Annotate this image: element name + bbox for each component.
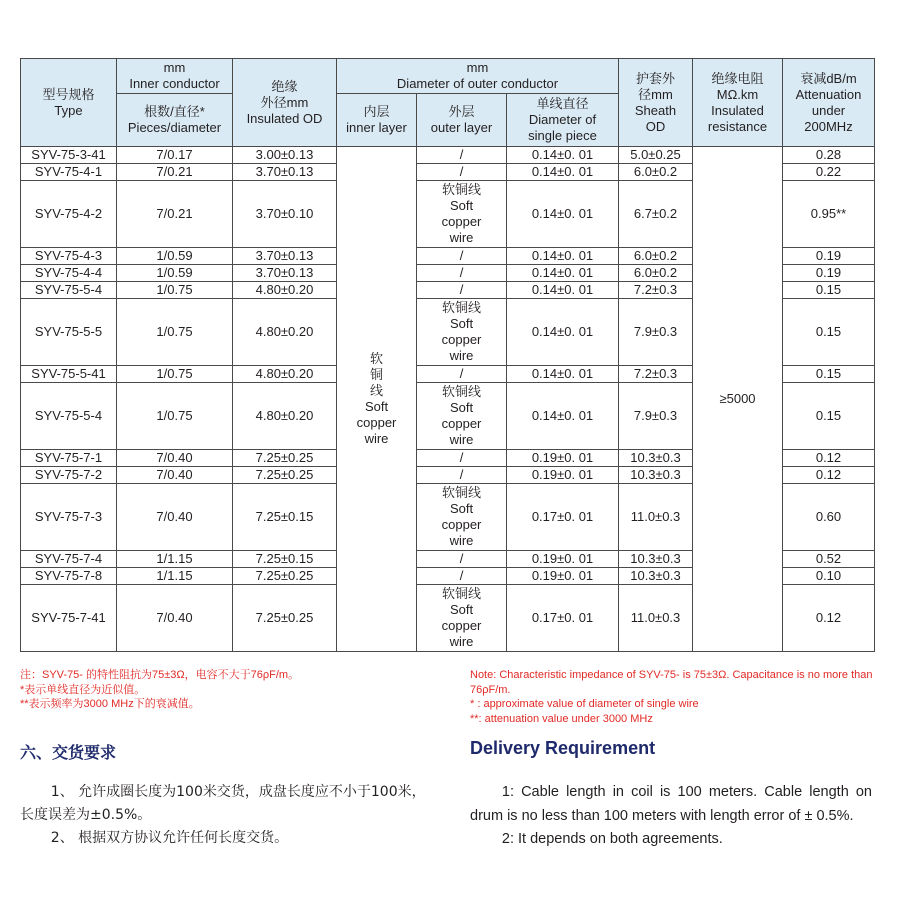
cell-inner-layer-merged: 软 铜 线 Soft copper wire [337,147,417,652]
cell-insulated-od: 7.25±0.15 [233,484,337,551]
cell-attenuation: 0.28 [783,147,875,164]
cell-attenuation: 0.12 [783,450,875,467]
col-header-attenuation: 衰减dB/m Attenuation under 200MHz [783,59,875,147]
cell-sheath-od: 5.0±0.25 [619,147,693,164]
cell-single-piece: 0.19±0. 01 [507,467,619,484]
cell-type: SYV-75-7-41 [21,585,117,652]
cell-type: SYV-75-4-4 [21,265,117,282]
cell-type: SYV-75-5-4 [21,383,117,450]
cell-insulated-od: 7.25±0.25 [233,450,337,467]
col-header-insulated-od: 绝缘 外径mm Insulated OD [233,59,337,147]
cell-single-piece: 0.14±0. 01 [507,282,619,299]
cell-type: SYV-75-4-3 [21,248,117,265]
note-line: **表示频率为3000 MHz下的衰减值。 [20,698,200,710]
cell-inner-conductor: 1/0.59 [117,265,233,282]
cell-type: SYV-75-7-3 [21,484,117,551]
cell-single-piece: 0.14±0. 01 [507,299,619,366]
cell-attenuation: 0.19 [783,265,875,282]
note-line: 注：SYV-75- 的特性阻抗为75±3Ω，电容不大于76ρF/m。 [20,669,300,681]
delivery-item: 1、 允许成圈长度为100米交货，成盘长度应不小于100米，长度误差为±0.5%。 [20,784,426,823]
cell-inner-conductor: 1/0.75 [117,299,233,366]
cell-attenuation: 0.15 [783,299,875,366]
delivery-body-english [470,781,872,852]
cell-insulated-od: 3.70±0.13 [233,265,337,282]
cell-inner-conductor: 1/0.75 [117,366,233,383]
cell-attenuation: 0.10 [783,568,875,585]
cell-single-piece: 0.17±0. 01 [507,585,619,652]
cell-type: SYV-75-5-4 [21,282,117,299]
col-header-outer-conductor: mm Diameter of outer conductor [337,59,619,94]
cell-sheath-od: 6.7±0.2 [619,181,693,248]
delivery-body-chinese [20,781,430,850]
cell-insulated-od: 3.70±0.10 [233,181,337,248]
cell-type: SYV-75-5-5 [21,299,117,366]
col-header-pieces-diameter: 根数/直径* Pieces/diameter [117,94,233,147]
cell-attenuation: 0.15 [783,383,875,450]
cell-insulated-od: 7.25±0.25 [233,467,337,484]
cell-sheath-od: 10.3±0.3 [619,568,693,585]
cell-single-piece: 0.14±0. 01 [507,366,619,383]
cell-attenuation: 0.22 [783,164,875,181]
cell-attenuation: 0.60 [783,484,875,551]
cell-single-piece: 0.14±0. 01 [507,383,619,450]
cell-inner-conductor: 1/0.75 [117,282,233,299]
cell-sheath-od: 7.9±0.3 [619,299,693,366]
cell-attenuation: 0.15 [783,282,875,299]
cable-spec-table [20,58,875,652]
cell-sheath-od: 7.2±0.3 [619,282,693,299]
cell-insulated-od: 4.80±0.20 [233,282,337,299]
cell-inner-conductor: 1/0.75 [117,383,233,450]
cell-outer-layer: 软铜线 Soft copper wire [417,585,507,652]
cell-insulated-od: 4.80±0.20 [233,299,337,366]
delivery-item: 2、 根据双方协议允许任何长度交货。 [50,830,289,846]
cell-sheath-od: 11.0±0.3 [619,484,693,551]
cell-type: SYV-75-7-4 [21,551,117,568]
cell-inner-conductor: 7/0.17 [117,147,233,164]
col-header-type: 型号规格 Type [21,59,117,147]
note-line: * : approximate value of diameter of single wire [470,698,699,710]
cell-outer-layer: / [417,366,507,383]
cell-inner-conductor: 7/0.40 [117,585,233,652]
cell-sheath-od: 11.0±0.3 [619,585,693,652]
cell-sheath-od: 7.2±0.3 [619,366,693,383]
cell-single-piece: 0.14±0. 01 [507,147,619,164]
cell-single-piece: 0.14±0. 01 [507,164,619,181]
cell-sheath-od: 6.0±0.2 [619,248,693,265]
delivery-heading-chinese: 六、交货要求 [20,743,117,762]
cell-sheath-od: 10.3±0.3 [619,551,693,568]
cell-outer-layer: 软铜线 Soft copper wire [417,383,507,450]
notes-english [470,668,880,726]
cell-inner-conductor: 7/0.40 [117,450,233,467]
cell-inner-conductor: 7/0.21 [117,181,233,248]
cell-insulated-od: 7.25±0.25 [233,585,337,652]
cell-single-piece: 0.14±0. 01 [507,265,619,282]
cell-inner-conductor: 1/1.15 [117,568,233,585]
cell-type: SYV-75-3-41 [21,147,117,164]
cell-outer-layer: / [417,147,507,164]
cell-attenuation: 0.95** [783,181,875,248]
cell-outer-layer: 软铜线 Soft copper wire [417,299,507,366]
cell-type: SYV-75-4-2 [21,181,117,248]
col-header-inner-conductor: mm Inner conductor [117,59,233,94]
cell-type: SYV-75-7-8 [21,568,117,585]
cell-insulated-od: 7.25±0.25 [233,568,337,585]
cell-attenuation: 0.19 [783,248,875,265]
col-header-single-piece: 单线直径 Diameter of single piece [507,94,619,147]
cell-outer-layer: / [417,551,507,568]
delivery-item: 2: It depends on both agreements. [501,831,723,847]
note-line: **: attenuation value under 3000 MHz [470,712,653,725]
cell-outer-layer: 软铜线 Soft copper wire [417,181,507,248]
cell-insulated-od: 4.80±0.20 [233,366,337,383]
cell-type: SYV-75-7-1 [21,450,117,467]
cell-outer-layer: / [417,467,507,484]
cell-sheath-od: 7.9±0.3 [619,383,693,450]
cell-type: SYV-75-4-1 [21,164,117,181]
cell-outer-layer: / [417,282,507,299]
cell-attenuation: 0.12 [783,467,875,484]
cell-insulated-od: 3.70±0.13 [233,248,337,265]
col-header-sheath-od: 护套外 径mm Sheath OD [619,59,693,147]
cell-single-piece: 0.19±0. 01 [507,551,619,568]
note-line: Note: Characteristic impedance of SYV-75- is 75±3Ω. Capacitance is no more than 76ρF/m. [470,669,873,696]
cell-type: SYV-75-5-41 [21,366,117,383]
cell-outer-layer: / [417,568,507,585]
table-row [21,147,875,164]
cell-outer-layer: / [417,164,507,181]
cell-inner-conductor: 7/0.40 [117,467,233,484]
cell-attenuation: 0.12 [783,585,875,652]
cell-sheath-od: 10.3±0.3 [619,450,693,467]
cell-single-piece: 0.14±0. 01 [507,181,619,248]
cell-insulated-od: 4.80±0.20 [233,383,337,450]
cell-single-piece: 0.19±0. 01 [507,568,619,585]
notes-chinese [20,668,440,712]
cell-insulated-od: 3.70±0.13 [233,164,337,181]
cell-single-piece: 0.19±0. 01 [507,450,619,467]
col-header-insulated-resistance: 绝缘电阻 MΩ.km Insulated resistance [693,59,783,147]
cell-inner-conductor: 7/0.21 [117,164,233,181]
cell-sheath-od: 6.0±0.2 [619,265,693,282]
col-header-outer-layer: 外层 outer layer [417,94,507,147]
cell-outer-layer: / [417,248,507,265]
delivery-heading-english: Delivery Requirement [470,738,656,758]
cell-single-piece: 0.17±0. 01 [507,484,619,551]
cell-outer-layer: / [417,265,507,282]
cell-type: SYV-75-7-2 [21,467,117,484]
cell-single-piece: 0.14±0. 01 [507,248,619,265]
cell-inner-conductor: 1/0.59 [117,248,233,265]
cell-sheath-od: 10.3±0.3 [619,467,693,484]
cell-insulated-od: 7.25±0.15 [233,551,337,568]
cell-insulated-od: 3.00±0.13 [233,147,337,164]
cell-insulated-resistance-merged: ≥5000 [693,147,783,652]
cell-outer-layer: 软铜线 Soft copper wire [417,484,507,551]
delivery-item: 1: Cable length in coil is 100 meters. Cable length on drum is no less than 100 meters with length error of ± 0.5%. [470,784,872,824]
cell-inner-conductor: 1/1.15 [117,551,233,568]
cell-attenuation: 0.52 [783,551,875,568]
cell-sheath-od: 6.0±0.2 [619,164,693,181]
col-header-inner-layer: 内层 inner layer [337,94,417,147]
cell-inner-conductor: 7/0.40 [117,484,233,551]
cell-attenuation: 0.15 [783,366,875,383]
cell-outer-layer: / [417,450,507,467]
note-line: *表示单线直径为近似值。 [20,683,146,696]
